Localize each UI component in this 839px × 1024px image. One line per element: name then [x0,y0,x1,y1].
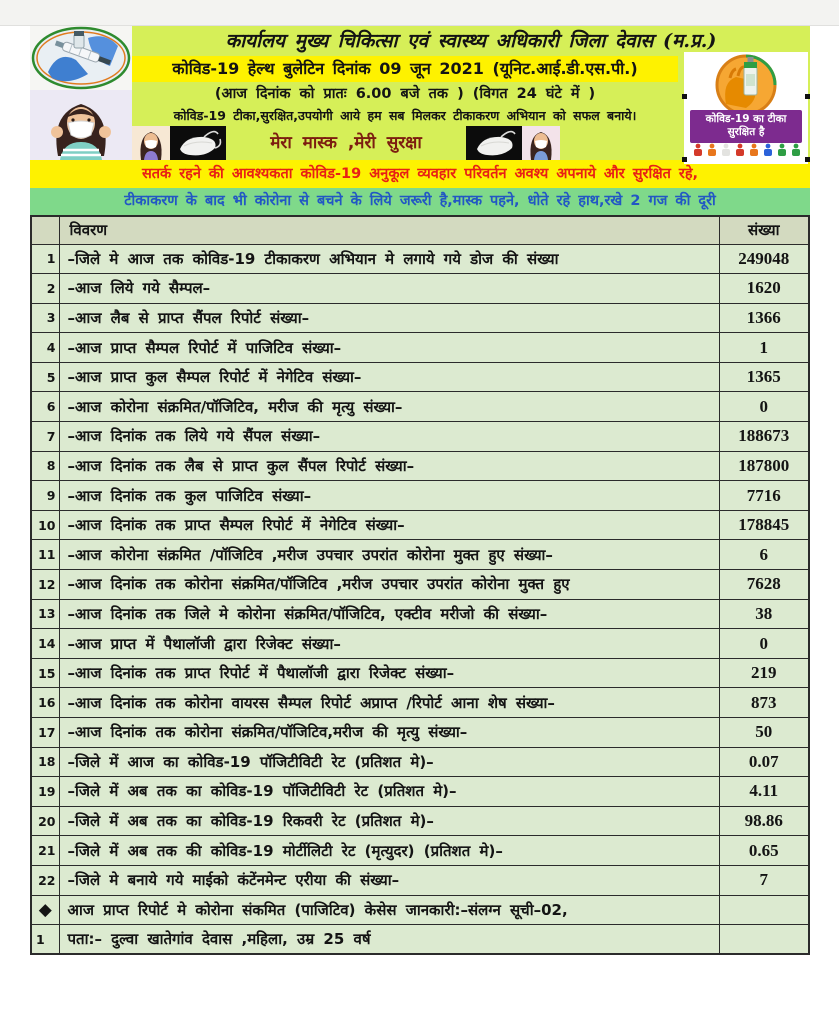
row-number: 20 [31,806,59,836]
header-center [132,56,678,160]
bulletin-table [30,215,810,955]
table-row [31,658,809,688]
row-description: –आज लिये गये सैम्पल– [59,274,719,304]
row-number: ◆ [31,895,59,925]
row-number: 2 [31,274,59,304]
row-count: 0 [719,392,809,422]
table-header-row [31,216,809,244]
row-description: –आज प्राप्त में पैथालॉजी द्वारा रिजेक्ट संख्या– [59,629,719,659]
row-description: पता:– दुल्वा खातेगांव देवास ,महिला, उम्र 25 वर्ष [59,925,719,955]
badge-line-2: सुरक्षित है [727,126,765,138]
row-number: 9 [31,481,59,511]
white-mask-image-left [170,126,226,160]
row-count: 7716 [719,481,809,511]
row-description: –आज दिनांक तक कोरोना संक्रमित/पॉजिटिव,मरीज की मृत्यु संख्या– [59,718,719,748]
table-row [31,570,809,600]
row-description: –आज कोरोना संक्रमित/पॉजिटिव, मरीज की मृत्यु संख्या– [59,392,719,422]
row-number: 8 [31,451,59,481]
header-main [132,26,810,160]
table-row [31,925,809,955]
white-mask-icon [466,126,522,160]
mask-bar-tail [560,126,678,160]
table-row [31,895,809,925]
masked-girl-photo-right [522,126,560,160]
row-number: 14 [31,629,59,659]
row-number: 12 [31,570,59,600]
table-row [31,629,809,659]
row-count: 0 [719,629,809,659]
bulletin-header [30,26,810,160]
masked-woman-icon [30,90,132,160]
row-number: 5 [31,362,59,392]
row-count: 188673 [719,422,809,452]
people-figures-icon [688,143,804,156]
row-number: 19 [31,777,59,807]
white-mask-image-right [466,126,522,160]
table-row [31,422,809,452]
table-row [31,392,809,422]
selection-handle-icon [682,94,687,99]
row-count: 0.07 [719,747,809,777]
row-description: –जिले में अब तक की कोविड-19 मोर्टीलिटी रेट (मृत्युदर) (प्रतिशत मे)– [59,836,719,866]
table-row [31,540,809,570]
table-body [31,244,809,954]
row-description: –जिले में अब तक का कोविड-19 रिकवरी रेट (प्रतिशत मे)– [59,806,719,836]
col-header-count: संख्या [719,216,809,244]
row-count: 219 [719,658,809,688]
bulletin-page [30,26,810,955]
row-number: 3 [31,303,59,333]
header-left-images [30,26,132,160]
row-count: 873 [719,688,809,718]
col-header-description: विवरण [59,216,719,244]
row-count: 0.65 [719,836,809,866]
row-number: 22 [31,865,59,895]
mask-slogan-text: मेरा मास्क ,मेरी सुरक्षा [226,126,466,160]
row-count: 1365 [719,362,809,392]
row-description: –आज प्राप्त सैम्पल रिपोर्ट में पाजिटिव संख्या– [59,333,719,363]
timing-line: (आज दिनांक को प्रातः 6.00 बजे तक ) (विगत 24 घंटे में ) [214,86,596,102]
row-count: 1620 [719,274,809,304]
row-count: 178845 [719,510,809,540]
hand-holding-vial-icon [686,52,806,116]
office-title: कार्यालय मुख्य चिकित्सा एवं स्वास्थ्य अधिकारी जिला देवास (म.प्र.) [225,30,717,52]
advice-banner: टीकाकरण के बाद भी कोरोना से बचने के लिये जरूरी है,मास्क पहने, धोते रहे हाथ,रखे 2 गज की दूरी [30,188,810,215]
row-description: –जिले मे बनाये गये माईको कंटेंनमेन्ट एरीया की संख्या– [59,865,719,895]
table-row [31,599,809,629]
row-description: –आज दिनांक तक लैब से प्राप्त कुल सैंपल रिपोर्ट संख्या– [59,451,719,481]
row-number: 1 [31,925,59,955]
syringe-vial-photo-icon [30,26,132,90]
row-number: 17 [31,718,59,748]
row-description: –आज दिनांक तक कुल पाजिटिव संख्या– [59,481,719,511]
row-count: 187800 [719,451,809,481]
table-row [31,688,809,718]
table-row [31,777,809,807]
alert-banner: सतर्क रहने की आवश्यकता कोविड-19 अनुकूल व्यवहार परिवर्तन अवश्य अपनाये और सुरक्षित रहे, [30,160,810,188]
row-description: –आज दिनांक तक कोरोना संक्रमित/पॉजिटिव ,मरीज उपचार उपरांत कोरोना मुक्त हुए [59,570,719,600]
row-description: –आज दिनांक तक प्राप्त सैम्पल रिपोर्ट में नेगेटिव संख्या– [59,510,719,540]
scan-edge [0,0,839,26]
row-count: 50 [719,718,809,748]
table-row [31,836,809,866]
bulletin-subtitle: कोविड-19 हेल्थ बुलेटिन दिनांक 09 जून 2021 (यूनिट.आई.डी.एस.पी.) [132,56,678,82]
selection-handle-icon [805,94,810,99]
row-number: 1 [31,244,59,274]
vaccine-appeal-line: कोविड-19 टीका,सुरक्षित,उपयोगी आये हम सब मिलकर टीकाकरण अभियान को सफल बनाये। [173,108,637,123]
row-count: 6 [719,540,809,570]
table-row [31,362,809,392]
row-number: 16 [31,688,59,718]
row-count: 1 [719,333,809,363]
row-number: 4 [31,333,59,363]
masked-woman-illustration [30,90,132,160]
row-count: 38 [719,599,809,629]
row-number: 7 [31,422,59,452]
row-description: –आज प्राप्त कुल सैम्पल रिपोर्ट में नेगेटिव संख्या– [59,362,719,392]
table-row [31,303,809,333]
row-number: 11 [31,540,59,570]
table-row [31,274,809,304]
masked-girl-icon [132,126,170,160]
mask-slogan-bar [132,126,678,160]
table-row [31,865,809,895]
table-row [31,806,809,836]
row-description: –जिले में आज का कोविड-19 पॉजिटीविटी रेट (प्रतिशत मे)– [59,747,719,777]
masked-girl-icon [522,126,560,160]
row-number: 21 [31,836,59,866]
row-number: 15 [31,658,59,688]
col-header-sno [31,216,59,244]
row-description: –जिले मे आज तक कोविड-19 टीकाकरण अभियान मे लगाये गये डोज की संख्या [59,244,719,274]
row-count: 7 [719,865,809,895]
row-description: –आज दिनांक तक लिये गये सैंपल संख्या– [59,422,719,452]
row-count [719,895,809,925]
table-row [31,510,809,540]
row-number: 18 [31,747,59,777]
table-row [31,244,809,274]
row-count: 98.86 [719,806,809,836]
row-number: 6 [31,392,59,422]
vaccination-photo [30,26,132,90]
selection-handle-icon [805,157,810,162]
row-description: –आज दिनांक तक कोरोना वायरस सैम्पल रिपोर्ट अप्राप्त /रिपोर्ट आना शेष संख्या– [59,688,719,718]
badge-line-1: कोविड-19 का टीका [705,113,787,125]
row-count: 7628 [719,570,809,600]
row-count [719,925,809,955]
row-number: 13 [31,599,59,629]
row-description: –आज कोरोना संक्रमित /पॉजिटिव ,मरीज उपचार उपरांत कोरोना मुक्त हुए संख्या– [59,540,719,570]
row-description: –आज दिनांक तक जिले मे कोरोना संक्रमित/पॉजिटिव, एक्टीव मरीजो की संख्या– [59,599,719,629]
header-right [678,56,810,160]
selection-handle-icon [682,157,687,162]
table-row [31,481,809,511]
white-mask-icon [170,126,226,160]
row-description: आज प्राप्त रिपोर्ट मे कोरोना संकमित (पाजिटिव) केसेस जानकारी:–संलग्न सूची–02, [59,895,719,925]
table-row [31,747,809,777]
masked-girl-photo-left [132,126,170,160]
row-description: –जिले में अब तक का कोविड-19 पॉजिटीविटी रेट (प्रतिशत मे)– [59,777,719,807]
row-number: 10 [31,510,59,540]
row-count: 249048 [719,244,809,274]
table-row [31,451,809,481]
row-count: 4.11 [719,777,809,807]
row-description: –आज लैब से प्राप्त सैंपल रिपोर्ट संख्या– [59,303,719,333]
row-count: 1366 [719,303,809,333]
row-description: –आज दिनांक तक प्राप्त रिपोर्ट में पैथालॉजी द्वारा रिजेक्ट संख्या– [59,658,719,688]
vaccine-badge-image [684,52,808,164]
table-row [31,333,809,363]
table-row [31,718,809,748]
vaccine-badge-caption [690,110,802,143]
